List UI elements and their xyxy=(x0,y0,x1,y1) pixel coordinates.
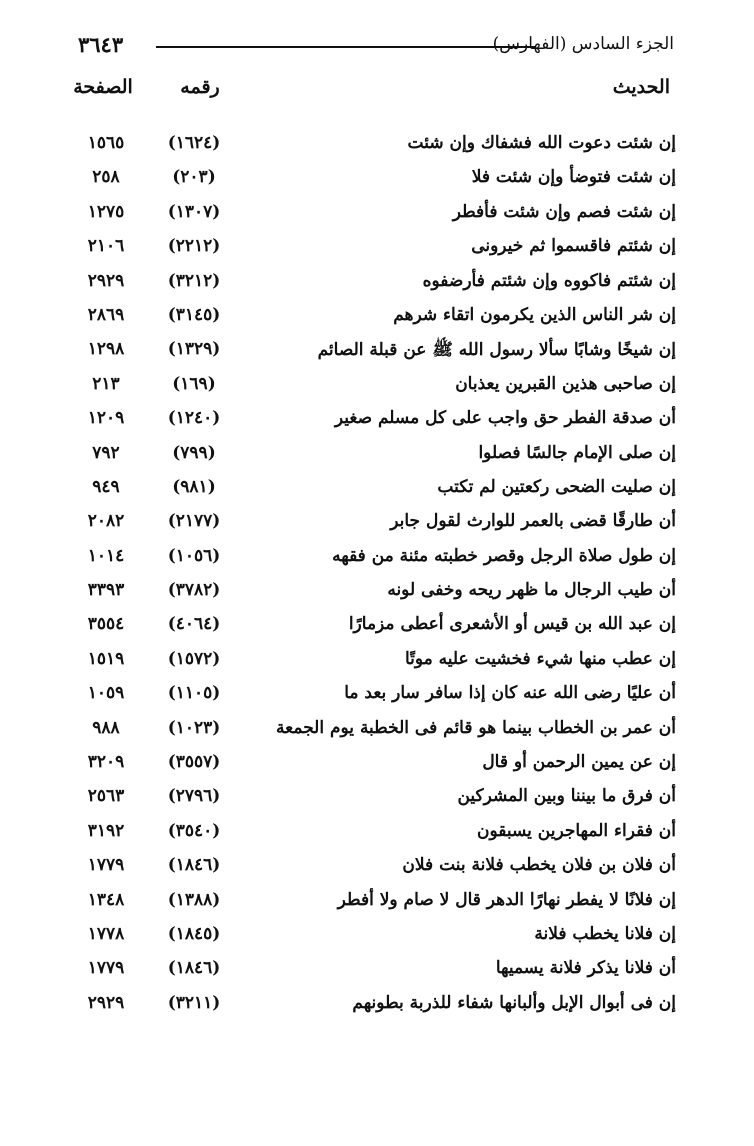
page-cell: ٢٠٨٢ xyxy=(87,511,125,532)
page-cell: ٣٥٥٤ xyxy=(87,614,125,635)
index-row xyxy=(70,269,676,303)
index-row xyxy=(70,922,676,956)
index-row xyxy=(70,372,676,406)
hadith-text: إن شيخًا وشابًا سألا رسول الله ﷺ عن قبلة الصائم xyxy=(317,340,676,361)
hadith-text: أن عمر بن الخطاب بينما هو قائم فى الخطبة يوم الجمعة xyxy=(276,717,676,738)
hadith-text: إن شئتم فاكووه وإن شئتم فأرضفوه xyxy=(422,270,676,291)
hadith-text: أن فلانا يذكر فلانة يسميها xyxy=(495,958,676,979)
header-rule xyxy=(156,46,536,48)
hadith-index-list xyxy=(70,131,676,1025)
number-cell: (١٠٥٦) xyxy=(167,545,221,566)
index-row xyxy=(70,784,676,818)
index-row xyxy=(70,165,676,199)
page-cell: ٣٢٠٩ xyxy=(87,752,125,773)
number-cell: (١٥٧٢) xyxy=(167,648,221,669)
page-cell: ١٣٤٨ xyxy=(87,889,125,910)
number-cell: (١٨٤٥) xyxy=(167,923,221,944)
hadith-text: إن شئت دعوت الله فشفاك وإن شئت xyxy=(407,133,676,153)
index-row xyxy=(70,337,676,371)
page-cell: ١٢٠٩ xyxy=(87,408,125,429)
page-cell: ٧٩٢ xyxy=(92,442,120,463)
page-cell: ٩٤٩ xyxy=(92,476,120,497)
page-cell: ١٠١٤ xyxy=(87,545,125,566)
index-row xyxy=(70,475,676,509)
index-row xyxy=(70,991,676,1025)
hadith-text: إن صليت الضحى ركعتين لم تكتب xyxy=(437,476,676,497)
page-cell: ٢٥٨ xyxy=(92,167,120,188)
running-header xyxy=(78,28,674,62)
index-row xyxy=(70,578,676,612)
hadith-text: إن فلانا يخطب فلانة xyxy=(534,923,676,944)
number-cell: (٢١٧٧) xyxy=(167,511,221,532)
number-cell: (٧٩٩) xyxy=(172,442,216,463)
page-number: ٣٦٤٣ xyxy=(78,32,124,57)
hadith-text: إن طول صلاة الرجل وقصر خطبته مئنة من فقهه xyxy=(332,545,676,566)
index-row xyxy=(70,131,676,165)
index-row xyxy=(70,441,676,475)
page-cell: ١٥١٩ xyxy=(87,648,125,669)
page-cell: ٢٩٢٩ xyxy=(87,270,125,291)
page-cell: ١٠٥٩ xyxy=(87,683,125,704)
number-cell: (٢٢١٢) xyxy=(167,236,221,257)
number-cell: (٩٨١) xyxy=(172,476,216,497)
hadith-text: إن عبد الله بن قيس أو الأشعرى أعطى مزمارًا xyxy=(348,614,676,635)
page-cell: ١٥٦٥ xyxy=(87,133,125,153)
index-row xyxy=(70,647,676,681)
hadith-text: أن فقراء المهاجرين يسبقون xyxy=(477,820,676,841)
page-cell: ١٧٧٩ xyxy=(87,855,125,876)
index-row xyxy=(70,406,676,440)
page-column-header: الصفحة xyxy=(73,76,133,98)
hadith-text: أن عليًا رضى الله عنه كان إذا سافر سار بعد ما xyxy=(344,683,676,704)
page-cell: ٣١٩٢ xyxy=(87,820,125,841)
page-cell: ٩٨٨ xyxy=(92,717,120,738)
index-row xyxy=(70,819,676,853)
hadith-text: إن صلى الإمام جالسًا فصلوا xyxy=(478,442,676,463)
number-cell: (٣١٤٥) xyxy=(167,304,221,325)
number-cell: (١١٠٥) xyxy=(167,683,221,704)
page-cell: ١٧٧٨ xyxy=(87,923,125,944)
hadith-text: إن شئت فتوضأ وإن شئت فلا xyxy=(471,167,676,188)
number-cell: (٢٧٩٦) xyxy=(167,786,221,807)
page-cell: ٢٩٢٩ xyxy=(87,992,125,1013)
hadith-column-header: الحديث xyxy=(612,76,670,98)
page-cell: ٢٥٦٣ xyxy=(87,786,125,807)
column-headers xyxy=(70,76,674,106)
hadith-text: أن طيب الرجال ما ظهر ريحه وخفى لونه xyxy=(387,580,676,601)
number-cell: (١٣٨٨) xyxy=(167,889,221,910)
hadith-text: إن فلانًا لا يفطر نهارًا الدهر قال لا صام ولا أفطر xyxy=(337,889,676,910)
number-cell: (٣٥٥٧) xyxy=(167,752,221,773)
number-cell: (١٣٠٧) xyxy=(167,201,221,222)
number-column-header: رقمه xyxy=(180,76,220,98)
hadith-text: إن عطب منها شيء فخشيت عليه موتًا xyxy=(404,648,676,669)
hadith-text: إن شئت فصم وإن شئت فأفطر xyxy=(452,201,676,222)
index-row xyxy=(70,853,676,887)
index-row xyxy=(70,716,676,750)
index-row xyxy=(70,681,676,715)
index-row xyxy=(70,956,676,990)
number-cell: (٤٠٦٤) xyxy=(167,614,221,635)
hadith-text: إن شئتم فاقسموا ثم خيرونى xyxy=(471,236,676,257)
page-cell: ١٧٧٩ xyxy=(87,958,125,979)
hadith-text: إن صاحبى هذين القبرين يعذبان xyxy=(455,373,676,394)
number-cell: (١٦٢٤) xyxy=(167,133,221,153)
number-cell: (٣٢١١) xyxy=(167,992,221,1013)
page-cell: ٢١٣ xyxy=(92,373,120,394)
index-row xyxy=(70,750,676,784)
number-cell: (٣٧٨٢) xyxy=(167,580,221,601)
index-row xyxy=(70,612,676,646)
index-row xyxy=(70,544,676,578)
index-row xyxy=(70,234,676,268)
index-row xyxy=(70,303,676,337)
hadith-text: أن صدقة الفطر حق واجب على كل مسلم صغير xyxy=(334,408,676,429)
number-cell: (١٦٩) xyxy=(172,373,216,394)
page-cell: ١٢٩٨ xyxy=(87,339,125,360)
number-cell: (٢٠٣) xyxy=(172,167,216,188)
page-cell: ٣٣٩٣ xyxy=(87,580,125,601)
header-title: الجزء السادس (الفهارس) xyxy=(492,34,674,54)
hadith-text: إن فى أبوال الإبل وألبانها شفاء للذربة بطونهم xyxy=(352,992,676,1013)
page-cell: ٢٨٦٩ xyxy=(87,304,125,325)
number-cell: (١٨٤٦) xyxy=(167,855,221,876)
index-row xyxy=(70,509,676,543)
number-cell: (١٨٤٦) xyxy=(167,958,221,979)
page-cell: ١٢٧٥ xyxy=(87,201,125,222)
hadith-text: أن طارقًا قضى بالعمر للوارث لقول جابر xyxy=(390,511,676,532)
hadith-text: إن عن يمين الرحمن أو قال xyxy=(482,752,676,773)
number-cell: (١٣٢٩) xyxy=(167,339,221,360)
hadith-text: أن فلان بن فلان يخطب فلانة بنت فلان xyxy=(402,855,676,876)
index-row xyxy=(70,888,676,922)
index-row xyxy=(70,200,676,234)
number-cell: (٣٥٤٠) xyxy=(167,820,221,841)
page-cell: ٢١٠٦ xyxy=(87,236,125,257)
number-cell: (١٠٢٣) xyxy=(167,717,221,738)
number-cell: (٣٢١٢) xyxy=(167,270,221,291)
hadith-text: أن فرق ما بيننا وبين المشركين xyxy=(457,786,676,807)
number-cell: (١٢٤٠) xyxy=(167,408,221,429)
hadith-text: إن شر الناس الذين يكرمون اتقاء شرهم xyxy=(393,304,676,325)
